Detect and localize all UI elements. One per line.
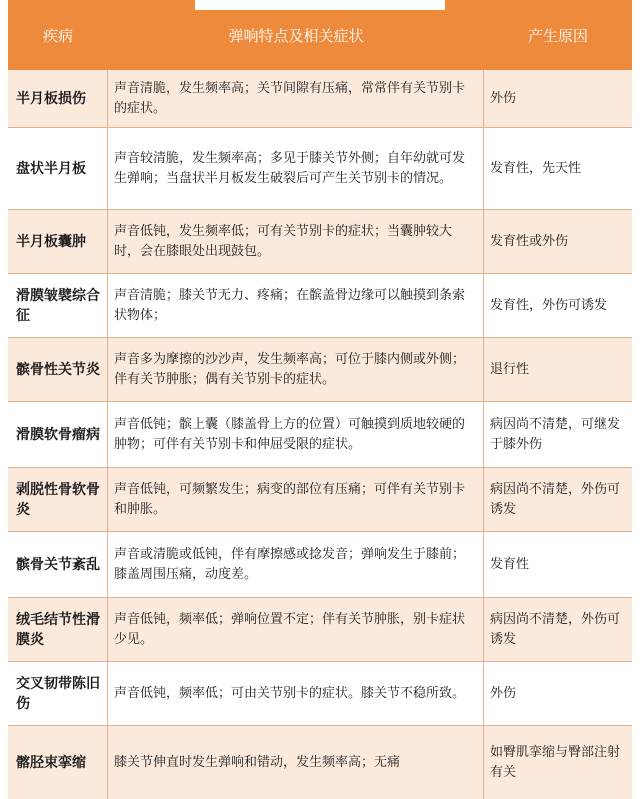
header-top-strip [195, 0, 445, 10]
cause-cell: 外伤 [490, 685, 517, 701]
cause-cell: 病因尚不清楚，外伤可诱发 [490, 481, 621, 517]
disease-cell: 半月板损伤 [8, 70, 108, 127]
table-row [8, 532, 632, 598]
table-row [8, 338, 632, 402]
disease-cell: 髌骨性关节炎 [8, 338, 108, 401]
disease-cell: 髂胫束挛缩 [8, 726, 108, 799]
table-row [8, 468, 632, 532]
header-features: 弹响特点及相关症状 [228, 26, 364, 45]
features-cell: 声音低钝，发生频率低；可有关节别卡的症状；当囊肿较大时，会在膝眼处出现鼓包。 [108, 210, 484, 273]
table-row [8, 402, 632, 468]
features-cell: 声音低钝，频率低；可由关节别卡的症状。膝关节不稳所致。 [108, 662, 484, 725]
cause-cell: 发育性或外伤 [490, 233, 569, 249]
cause-cell: 发育性 [490, 556, 530, 572]
table-row [8, 128, 632, 210]
features-cell: 声音多为摩擦的沙沙声，发生频率高；可位于膝内侧或外侧；伴有关节肿胀；偶有关节别卡的症状。 [108, 338, 484, 401]
disease-cell: 绒毛结节性滑膜炎 [8, 598, 108, 661]
disease-cell: 盘状半月板 [8, 128, 108, 209]
cause-cell: 病因尚不清楚，外伤可诱发 [490, 611, 621, 647]
table-row [8, 726, 632, 799]
symptom-table [8, 0, 632, 799]
features-cell: 声音低钝；髌上囊（膝盖骨上方的位置）可触摸到质地较硬的肿物；可伴有关节别卡和伸屈受限的症状。 [108, 402, 484, 467]
disease-cell: 剥脱性骨软骨炎 [8, 468, 108, 531]
table-header [8, 0, 632, 70]
cause-cell: 发育性，外伤可诱发 [490, 297, 608, 313]
disease-cell: 滑膜软骨瘤病 [8, 402, 108, 467]
header-disease: 疾病 [42, 26, 73, 45]
table-row [8, 662, 632, 726]
disease-cell: 交叉韧带陈旧伤 [8, 662, 108, 725]
cause-cell: 如臀肌挛缩与臀部注射有关 [490, 744, 621, 780]
table-row [8, 210, 632, 274]
cause-cell: 发育性，先天性 [490, 160, 582, 176]
features-cell: 声音清脆，发生频率高；关节间隙有压痛，常常伴有关节别卡的症状。 [108, 70, 484, 127]
disease-cell: 滑膜皱襞综合征 [8, 274, 108, 337]
table-row [8, 274, 632, 338]
cause-cell: 病因尚不清楚，可继发于膝外伤 [490, 416, 621, 452]
features-cell: 声音或清脆或低钝，伴有摩擦感或捻发音；弹响发生于膝前；膝盖周围压痛，动度差。 [108, 532, 484, 597]
cause-cell: 退行性 [490, 361, 530, 377]
features-cell: 声音低钝，频率低；弹响位置不定；伴有关节肿胀，别卡症状少见。 [108, 598, 484, 661]
disease-cell: 半月板囊肿 [8, 210, 108, 273]
features-cell: 声音较清脆，发生频率高；多见于膝关节外侧；自年幼就可发生弹响；当盘状半月板发生破裂后可产生关节别卡的情况。 [108, 128, 484, 209]
cause-cell: 外伤 [490, 90, 517, 106]
features-cell: 膝关节伸直时发生弹响和错动，发生频率高；无痛 [108, 726, 484, 799]
features-cell: 声音清脆；膝关节无力、疼痛；在髌盖骨边缘可以触摸到条索状物体； [108, 274, 484, 337]
table-row [8, 598, 632, 662]
features-cell: 声音低钝，可频繁发生；病变的部位有压痛；可伴有关节别卡和肿胀。 [108, 468, 484, 531]
disease-cell: 髌骨关节紊乱 [8, 532, 108, 597]
header-cause: 产生原因 [527, 26, 588, 45]
